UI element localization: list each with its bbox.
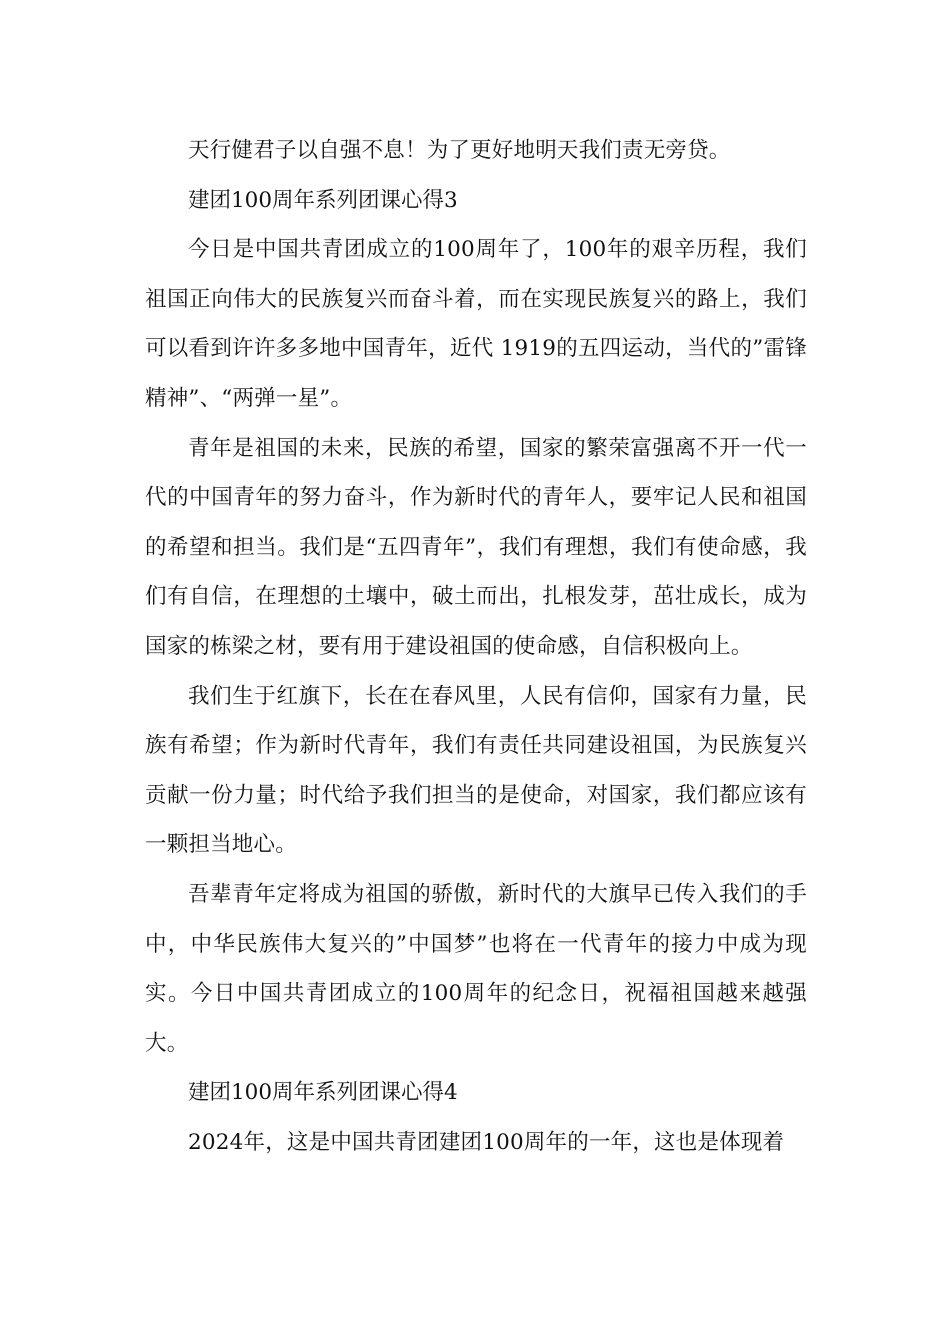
paragraph-1: 天行健君子以自强不息！为了更好地明天我们责无旁贷。 [188,138,731,163]
section-heading-3: 建团100周年系列团课心得3 [188,187,458,213]
paragraph-3: 青年是祖国的未来，民族的希望，国家的繁荣富强离不开一代一代的中国青年的努力奋斗，作为新时代的青年人，要牢记人民和祖国的希望和担当。我们是“五四青年”，我们有理想，我们有使命感，我们有自信，在理想的土壤中，破土而出，扎根发芽，茁壮成长，成为国家的栋梁之材，要有用于建设祖国的使命感，自信积极向上。 [145,435,807,659]
paragraph-2: 今日是中国共青团成立的100周年了，100年的艰辛历程，我们祖国正向伟大的民族复兴而奋斗着，而在实现民族复兴的路上，我们可以看到许许多多地中国青年，近代 1919的五四运动，当代的”雷锋精神”、“两弹一星”。 [145,237,807,411]
paragraph-5: 吾辈青年定将成为祖国的骄傲，新时代的大旗早已传入我们的手中，中华民族伟大复兴的”中国梦”也将在一代青年的接力中成为现实。今日中国共青团成立的100周年的纪念日，祝福祖国越来越强大。 [145,881,807,1056]
paragraph-6: 2024年，这是中国共青团建团100周年的一年，这也是体现着 [188,1129,785,1155]
paragraph-4: 我们生于红旗下，长在在春风里，人民有信仰，国家有力量，民族有希望；作为新时代青年，我们有责任共同建设祖国，为民族复兴贡献一份力量；时代给予我们担当的是使命，对国家，我们都应该有一颗担当地心。 [145,683,807,858]
section-heading-4: 建团100周年系列团课心得4 [188,1080,458,1106]
document-page [145,126,807,1167]
